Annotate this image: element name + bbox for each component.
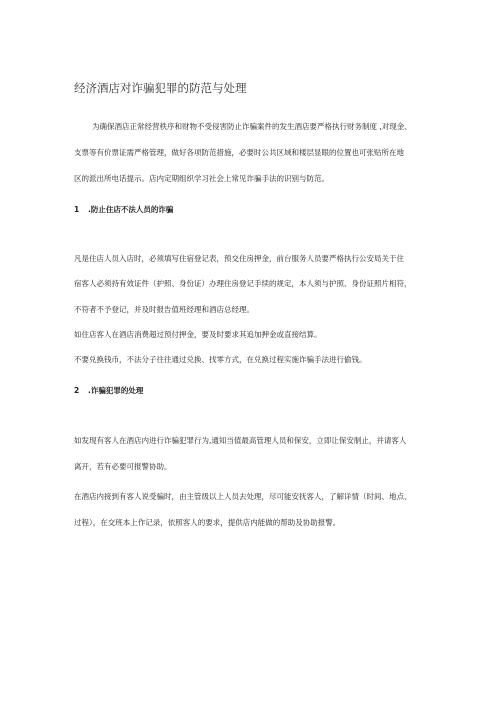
intro-line-2: 支票等有价票证需严格管理，做好各项防范措施，必要时公共区域和楼层显眼的位置也可张贴所在地 [74, 148, 404, 157]
section-1-line-2: 宿客人必须持有效证件（护照、身份证）办理住房登记手续的规定，本人须与护照、身份证照片相符， [74, 279, 412, 288]
section-2-number: 2 [74, 386, 80, 395]
intro-line-1: 为确保酒店正常经营秩序和财物不受侵害防止诈骗案件的发生酒店要严格执行财务制度 ,对现金、 [92, 122, 412, 131]
section-2-line-2: 离开，若有必要可报警协助。 [74, 462, 172, 471]
section-1-line-5: 不要兑换钱币，不法分子往往通过兑换、找零方式，在兑换过程实施诈骗手法进行偷钱。 [74, 355, 367, 364]
section-2-line-1: 如发现有客人在酒店内进行诈骗犯罪行为,通知当值最高管理人员和保安，立即让保安制止，并请客人 [74, 436, 407, 445]
document-title: 经济酒店对诈骗犯罪的防范与处理 [74, 81, 247, 95]
section-1-title: .防止住店不法人员的诈骗 [88, 205, 174, 214]
section-2-title: .诈骗犯罪的处理 [88, 386, 144, 395]
section-2-line-4: 过程），在交班本上作记录，依照客人的要求，提供店内能做的帮助及协助报警。 [74, 518, 341, 527]
section-1-line-4: 如住店客人在酒店消费超过预付押金，要及时要求其追加押金或直接结算。 [74, 330, 322, 339]
section-1-heading [74, 204, 173, 215]
section-2-heading [74, 385, 143, 396]
intro-line-3: 区的派出所电话提示。店内定期组织学习社会上常见诈骗手法的识别与防范。 [74, 174, 329, 183]
section-1-number: 1 [74, 205, 80, 214]
section-1-line-1: 凡是住店人员入店时，必须填写住宿登记表，预交住房押金，前台服务人员要严格执行公安局关于住 [74, 254, 404, 263]
section-1-line-3: 不符者不予登记，并及时报告值班经理和酒店总经理。 [74, 305, 254, 314]
section-2-line-3: 在酒店内接到有客人说受骗时，由主管级以上人员去处理，尽可能安抚客人，了解详情（时间、地点、 [74, 492, 412, 501]
